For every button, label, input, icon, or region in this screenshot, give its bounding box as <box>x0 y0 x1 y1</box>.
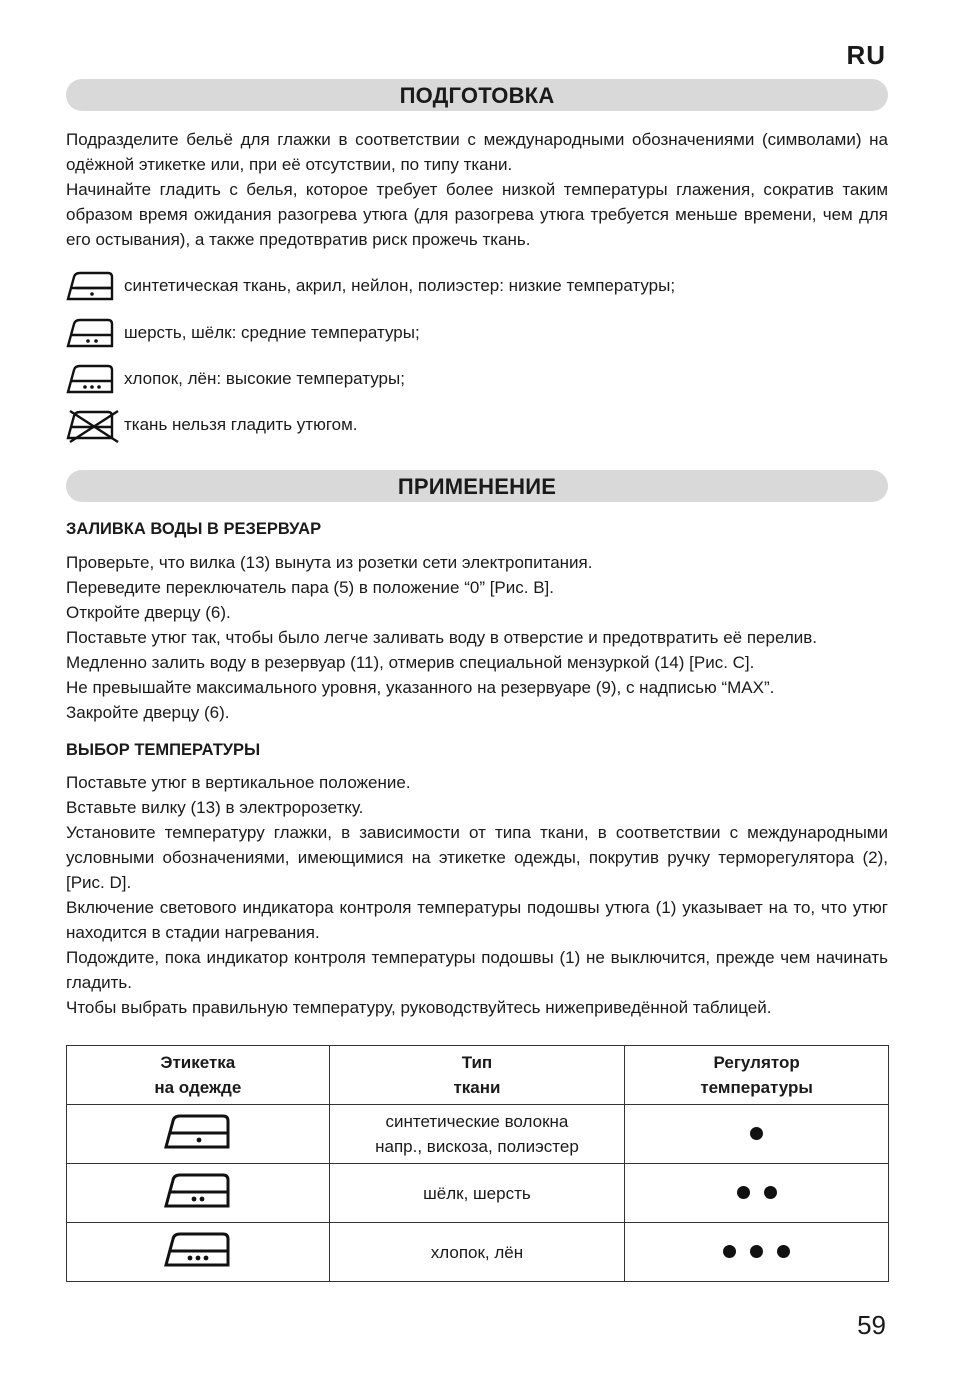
temperature-dots <box>723 1245 790 1258</box>
header-label-line2: на одежде <box>154 1078 242 1097</box>
temp-line: Поставьте утюг в вертикальное положение. <box>66 773 411 792</box>
water-line: Поставьте утюг так, чтобы было легче заливать воду в отверстие и предотвратить её перелив. <box>66 628 818 647</box>
header-label <box>67 1046 330 1105</box>
regulator-cell <box>625 1223 889 1282</box>
prep-paragraph-1: Подразделите бельё для глажки в соответствии с международными обозначениями (символами) на одёжной этикетке или, при её отсутствии, по типу ткани. <box>66 130 888 174</box>
temperature-dots <box>737 1186 777 1199</box>
temp-line: Включение светового индикатора контроля температуры подошвы утюга (1) указывает на то, что утюг находится в стадии нагревания. <box>66 898 888 942</box>
subheading-temperature: ВЫБОР ТЕМПЕРАТУРЫ <box>66 741 261 759</box>
water-line: Не превышайте максимального уровня, указанного на резервуаре (9), с надписью “MAX”. <box>66 678 775 697</box>
temperature-dots <box>750 1127 763 1140</box>
page-number: 59 <box>857 1310 886 1340</box>
label-cell <box>67 1223 330 1282</box>
label-cell <box>67 1105 330 1164</box>
language-code: RU <box>846 40 886 70</box>
water-line: Откройте дверцу (6). <box>66 603 231 622</box>
temperature-text <box>66 770 888 1020</box>
symbol-text-medium: шерсть, шёлк: средние температуры; <box>124 323 420 342</box>
label-cell <box>67 1164 330 1223</box>
water-fill-text <box>66 550 888 725</box>
iron-two-dots-icon <box>66 315 122 351</box>
table-row <box>67 1164 889 1223</box>
fabric-cell <box>329 1164 625 1223</box>
table-row <box>67 1223 889 1282</box>
iron-two-dots-icon <box>164 1170 232 1210</box>
dot <box>750 1245 763 1258</box>
iron-one-dot-icon <box>66 268 122 304</box>
fabric-line1: синтетические волокна <box>385 1112 569 1131</box>
prep-paragraph-2: Начинайте гладить с белья, которое требует более низкой температуры глажения, сократив таким образом время ожидания разогрева утюга (для разогрева утюга требуется меньше времени, чем для его остывания), а также предотвратив риск прожечь ткань. <box>66 180 888 249</box>
fabric-cell <box>329 1223 625 1282</box>
header-regulator <box>625 1046 889 1105</box>
symbol-row-low <box>66 268 675 304</box>
water-line: Медленно залить воду в резервуар (11), отмерив специальной мензуркой (14) [Рис. C]. <box>66 653 755 672</box>
temp-line: Подождите, пока индикатор контроля температуры подошвы (1) не выключится, прежде чем начинать гладить. <box>66 948 888 992</box>
regulator-cell <box>625 1164 889 1223</box>
dot <box>777 1245 790 1258</box>
iron-one-dot-icon <box>164 1111 232 1151</box>
temperature-table <box>66 1045 889 1282</box>
header-fabric-line1: Тип <box>461 1053 493 1072</box>
table-header-row <box>67 1046 889 1105</box>
water-line: Проверьте, что вилка (13) вынута из розетки сети электропитания. <box>66 553 593 572</box>
dot <box>723 1245 736 1258</box>
fabric-line2: напр., вискоза, полиэстер <box>375 1137 579 1156</box>
prep-text <box>66 127 888 252</box>
iron-three-dots-icon <box>66 361 122 397</box>
header-regulator-line1: Регулятор <box>713 1053 800 1072</box>
dot <box>750 1127 763 1140</box>
dot <box>737 1186 750 1199</box>
regulator-cell <box>625 1105 889 1164</box>
iron-three-dots-icon <box>164 1229 232 1269</box>
fabric-line1: хлопок, лён <box>430 1242 524 1262</box>
symbol-text-no-iron: ткань нельзя гладить утюгом. <box>124 415 358 434</box>
header-fabric-line2: ткани <box>453 1078 501 1097</box>
symbol-text-low: синтетическая ткань, акрил, нейлон, полиэстер: низкие температуры; <box>124 276 676 295</box>
header-fabric <box>329 1046 625 1105</box>
section-title-use: ПРИМЕНЕНИЕ <box>66 470 888 502</box>
water-line: Закройте дверцу (6). <box>66 703 230 722</box>
symbol-row-high <box>66 361 405 397</box>
iron-crossed-icon <box>66 407 122 443</box>
symbol-text-high: хлопок, лён: высокие температуры; <box>124 369 405 388</box>
temp-line: Чтобы выбрать правильную температуру, руководствуйтесь нижеприведённой таблицей. <box>66 998 772 1017</box>
dot <box>764 1186 777 1199</box>
temp-line: Вставьте вилку (13) в электророзетку. <box>66 798 364 817</box>
fabric-cell <box>329 1105 625 1164</box>
symbol-row-medium <box>66 315 420 351</box>
table-row <box>67 1105 889 1164</box>
symbol-row-no-iron <box>66 407 358 443</box>
temp-line: Установите температуру глажки, в зависимости от типа ткани, в соответствии с международными условными обозначениями, имеющимися на этикетке одежды, покрутив ручку терморегулятора (2), [Рис. D]. <box>66 823 888 892</box>
header-regulator-line2: температуры <box>700 1078 813 1097</box>
section-title-prep: ПОДГОТОВКА <box>66 79 888 111</box>
subheading-water-fill: ЗАЛИВКА ВОДЫ В РЕЗЕРВУАР <box>66 520 322 538</box>
water-line: Переведите переключатель пара (5) в положение “0” [Рис. B]. <box>66 578 554 597</box>
fabric-line1: шёлк, шерсть <box>423 1183 531 1203</box>
header-label-line1: Этикетка <box>160 1053 236 1072</box>
